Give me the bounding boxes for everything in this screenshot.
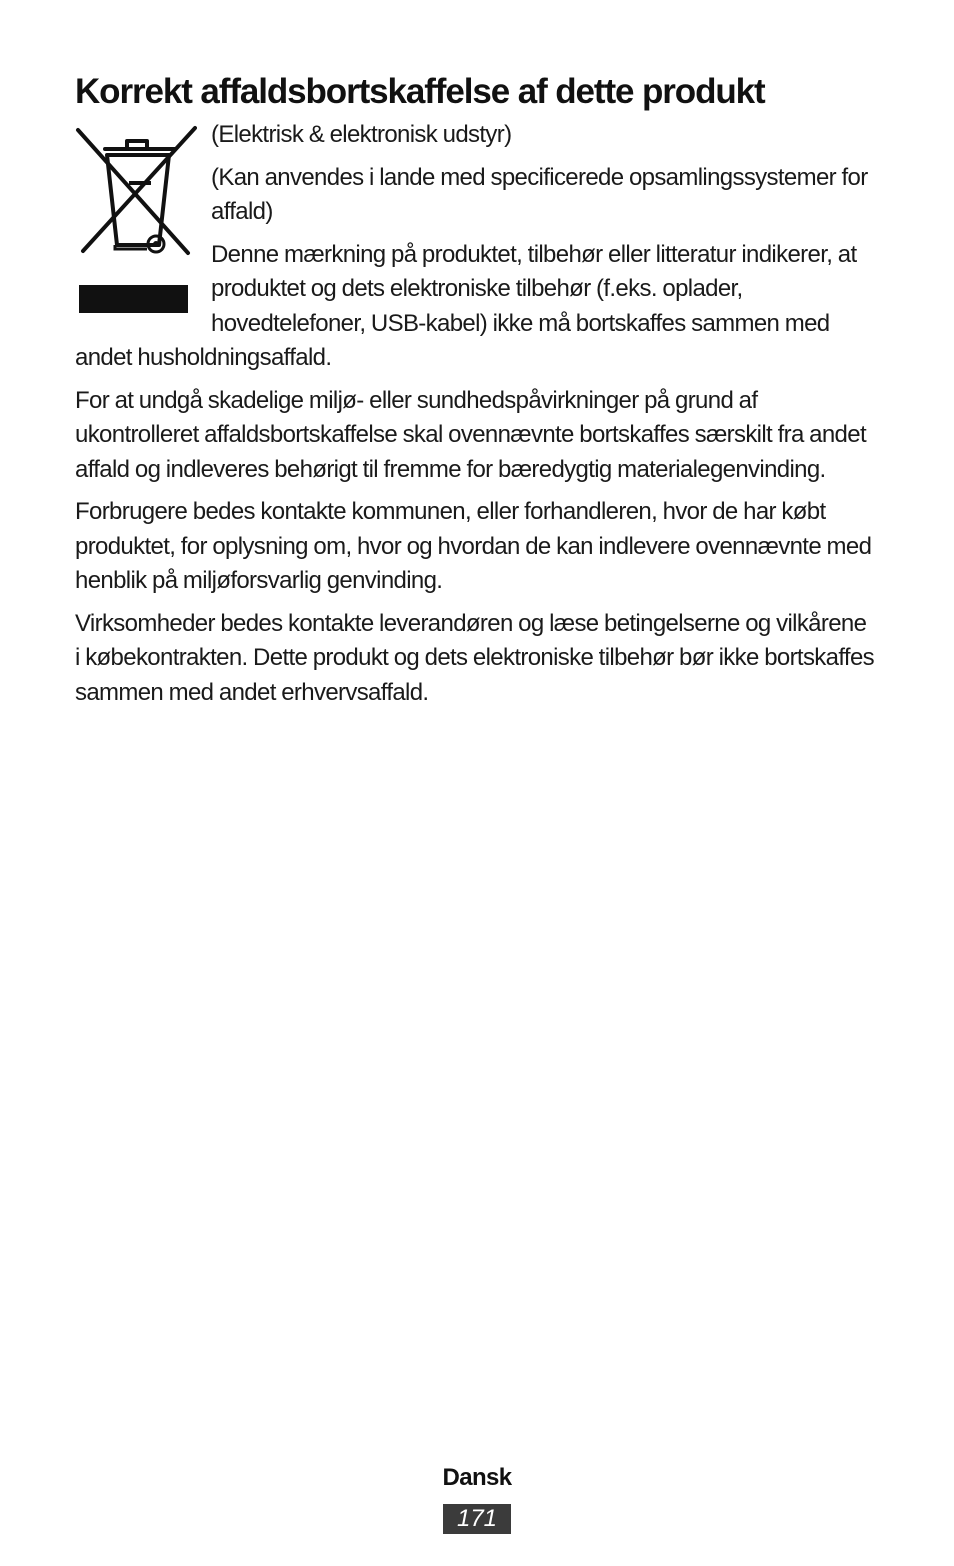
page-number: 171 — [443, 1504, 511, 1534]
paragraph-5: Forbrugere bedes kontakte kommunen, eller forhandleren, hvor de har købt produktet, for oplysning om, hvor og hvordan de kan indlevere ovennævnte med henblik på miljøforsvarlig genvinding. — [75, 498, 872, 594]
footer-language: Dansk — [442, 1464, 512, 1491]
document-body — [75, 118, 875, 718]
crossed-out-wheeled-bin-icon — [75, 123, 197, 263]
paragraph-1: (Elektrisk & elektronisk udstyr) — [211, 121, 512, 148]
paragraph-3: Denne mærkning på produktet, tilbehør eller litteratur indikerer, at produktet og dets elektroniske tilbehør (f.eks. oplader, hovedtelefoner, USB-kabel) ikke må bortskaffes sammen med andet husholdningsaffald. — [75, 240, 857, 371]
paragraph-4: For at undgå skadelige miljø- eller sundhedspåvirkninger på grund af ukontrolleret affaldsbortskaffelse skal ovennævnte bortskaffes særskilt fra andet affald og indleveres behørigt til fremme for bæredygtig materialegenvinding. — [75, 386, 866, 483]
paragraph-6: Virksomheder bedes kontakte leverandøren og læse betingelserne og vilkårene i købekontrakten. Dette produkt og dets elektroniske tilbehør bør ikke bortskaffes sammen med andet erhvervsaffald. — [75, 609, 874, 706]
weee-bar — [79, 285, 188, 313]
paragraph-2: (Kan anvendes i lande med specificerede opsamlingssystemer for affald) — [211, 163, 868, 225]
weee-symbol — [75, 118, 210, 323]
page-title: Korrekt affaldsbortskaffelse af dette produkt — [75, 72, 765, 111]
